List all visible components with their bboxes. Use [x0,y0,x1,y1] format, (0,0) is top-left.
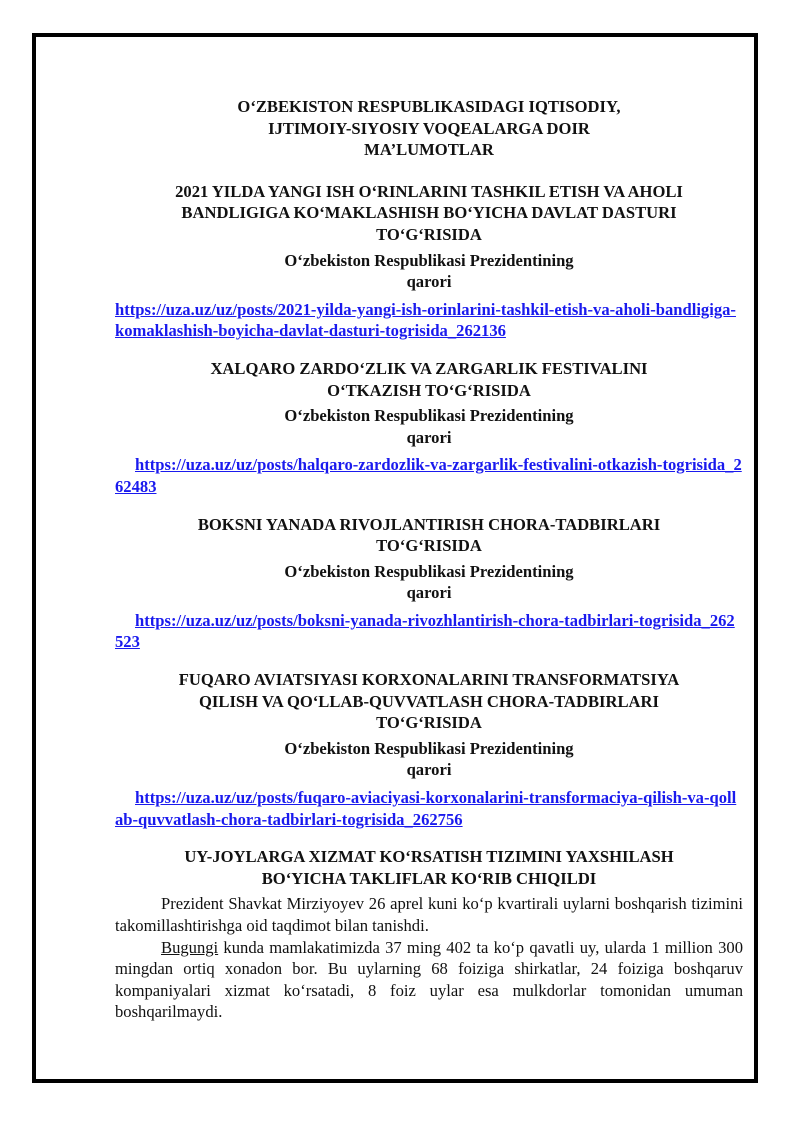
paragraph-text: kunda mamlakatimizda 37 ming 402 ta ko‘p qavatli uy, ularda 1 million 300 mingdan ortiq xonadon bor. Bu uylarning 68 foiziga shirkatlar, 24 foiziga boshqaruv kompaniyalari xizmat ko‘rsatadi, 8 foiz uylar esa mulkdorlar tomonidan umuman boshqarilmaydi. [115,937,743,1022]
decree-title [115,358,743,401]
decree-link[interactable]: https://uza.uz/uz/posts/fuqaro-aviaciyasi-korxonalarini-transformaciya-qilish-va-qollab-quvvatlash-chora-tadbirlari-togrisida_262756 [115,788,737,829]
decree-title-line: O‘TKAZISH TO‘G‘RISIDA [327,380,531,400]
decree-source: O‘zbekiston Respublikasi Prezidentining [284,561,574,581]
decree-title-line: BANDLIGIGA KO‘MAKLASHISH BO‘YICHA DAVLAT DASTURI [181,203,677,223]
decree-source: O‘zbekiston Respublikasi Prezidentining [284,406,574,426]
news-article [115,846,743,1023]
article-title [115,846,743,889]
decree-section [115,514,743,654]
decree-link[interactable]: https://uza.uz/uz/posts/2021-yilda-yangi-ish-orinlarini-tashkil-etish-va-aholi-bandligiga-komaklashish-boyicha-davlat-dasturi-togrisida_262136 [115,299,736,341]
decree-title-line: TO‘G‘RISIDA [376,713,482,733]
decree-title-line: QILISH VA QO‘LLAB-QUVVATLASH CHORA-TADBIRLARI [199,691,659,711]
article-paragraph [115,937,743,1023]
decree-title [115,514,743,557]
decree-title-line: TO‘G‘RISIDA [376,224,482,244]
decree-source: O‘zbekiston Respublikasi Prezidentining [284,738,574,758]
decree-title [115,181,743,246]
main-title-line: MA’LUMOTLAR [364,140,494,160]
decree-title-line: XALQARO ZARDO‘ZLIK VA ZARGARLIK FESTIVALINI [210,358,648,378]
article-title-line: UY-JOYLARGA XIZMAT KO‘RSATISH TIZIMINI YAXSHILASH [184,847,674,867]
underlined-word: Bugungi [161,937,219,957]
decree-title-line: 2021 YILDA YANGI ISH O‘RINLARINI TASHKIL ETISH VA AHOLI [175,181,683,201]
decree-type: qarori [406,583,452,603]
main-title [115,96,743,161]
decree-type: qarori [406,760,452,780]
decree-section [115,358,743,498]
decree-section [115,181,743,342]
decree-title [115,669,743,734]
article-title-line: BO‘YICHA TAKLIFLAR KO‘RIB CHIQILDI [261,868,597,888]
decree-title-line: BOKSNI YANADA RIVOJLANTIRISH CHORA-TADBIRLARI [197,514,661,534]
decree-title-line: TO‘G‘RISIDA [376,536,482,556]
decree-title-line: FUQARO AVIATSIYASI KORXONALARINI TRANSFORMATSIYA [178,670,680,690]
decree-type: qarori [406,427,452,447]
main-title-line: O‘ZBEKISTON RESPUBLIKASIDAGI IQTISODIY, [237,97,621,116]
decree-link[interactable]: https://uza.uz/uz/posts/boksni-yanada-rivozhlantirish-chora-tadbirlari-togrisida_262523 [115,610,735,652]
document-body [115,96,743,1023]
decree-link[interactable]: https://uza.uz/uz/posts/halqaro-zardozlik-va-zargarlik-festivalini-otkazish-togrisida_262483 [115,455,742,496]
article-paragraph: Prezident Shavkat Mirziyoyev 26 aprel kuni ko‘p kvartirali uylarni boshqarish tizimini takomillashtirishga oid taqdimot bilan tanishdi. [115,894,743,935]
decree-type: qarori [406,272,452,292]
decree-source: O‘zbekiston Respublikasi Prezidentining [284,250,574,270]
main-title-line: IJTIMOIY-SIYOSIY VOQEALARGA DOIR [268,118,590,138]
decree-section [115,669,743,830]
